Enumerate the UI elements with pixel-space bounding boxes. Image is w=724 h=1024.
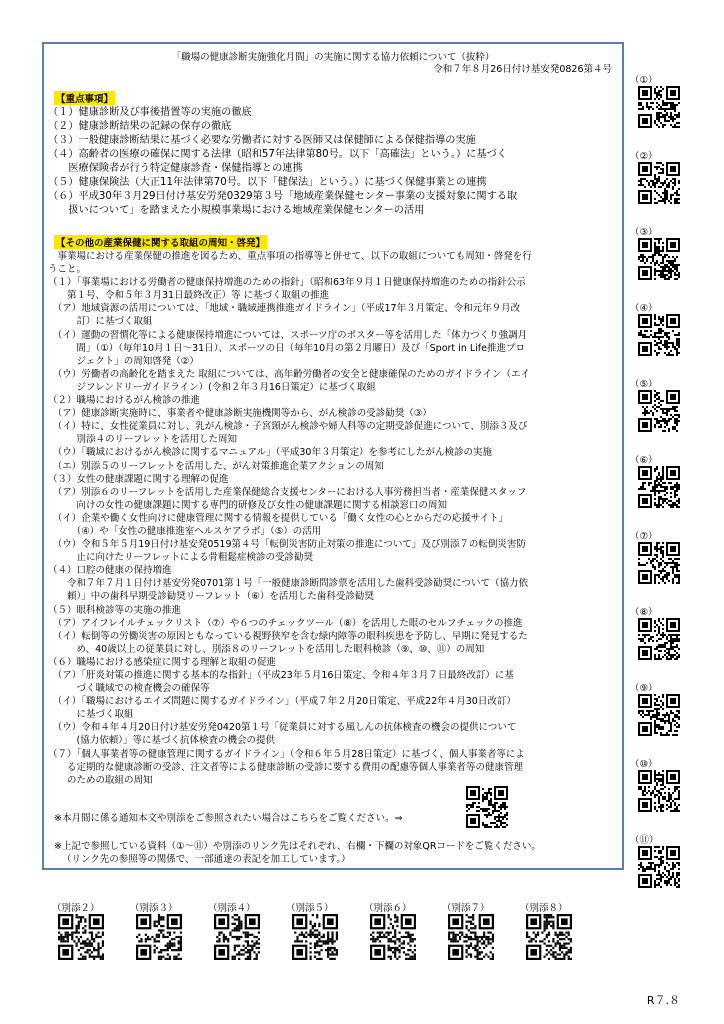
other-list-line: （ウ）労働者の高齢化を踏まえた 取組については、高年齢労働者の安全と健康確保のためのガイドライン（エイ (48, 368, 531, 380)
priority-item: （２）健康診断結果の記録の保存の徹底 (48, 121, 232, 132)
side-qr-label: （④） (630, 303, 658, 314)
other-list-line: 別添４のリーフレットを活用した周知 (48, 434, 238, 446)
side-qr-code[interactable] (638, 694, 680, 736)
side-qr-label: （③） (630, 227, 658, 238)
side-qr-label: （①） (630, 75, 658, 86)
side-qr-label: （②） (630, 151, 658, 162)
side-qr-code[interactable] (638, 162, 680, 204)
bottom-qr-label: （別添５） (286, 903, 334, 914)
side-qr-code[interactable] (638, 314, 680, 356)
side-qr-code[interactable] (638, 618, 680, 660)
other-list-line: (協力依頼）」等に基づく抗体検査の機会の提供 (48, 735, 275, 747)
other-list-line: （イ）転倒等の労働災害の原因ともなっている視野狭窄を含む緑内障等の眼科疾患を予防し、早期に発見するた (48, 630, 528, 642)
other-list-line: 令和７年７月１日付け基安労発0701第１号「一般健康診断問診票を活用した歯科受診勧奨について（協力依 (48, 578, 528, 590)
other-list-line: 事業場における産業保健の推進を図るため、重点事項の指導等と併せて、以下の取組についても周知・啓発を行 (48, 251, 532, 262)
other-list-line: （ウ）令和５年５月19日付け基安発0519第４号「転倒災害防止対策の推進について」及び別添７の転倒災害防 (48, 539, 526, 551)
bottom-qr-label: （別添８） (520, 903, 568, 914)
other-list-line: に基づく取組 (48, 709, 134, 721)
other-list-line: （ウ）「職域におけるがん検診に関するマニュアル」（平成30年３月策定）を参考にしたがん検診の実施 (48, 447, 492, 459)
bottom-qr-code[interactable] (526, 914, 572, 960)
side-qr-label: （⑦） (630, 531, 658, 542)
other-list-line: 頼）」中の歯科早期受診勧奨リーフレット（⑥）を活用した歯科受診勧奨 (48, 591, 374, 603)
side-qr-code[interactable] (638, 238, 680, 280)
priority-item: 扱いについて」を踏まえた小規模事業場における地域産業保健センターの活用 (48, 205, 425, 216)
other-list-line: （４）口腔の健康の保持増進 (48, 565, 172, 577)
link-note: ※上記で参照している資料（①～⑪）や別添のリンク先はそれぞれ、右欄・下欄の対象QRコードをご覧ください。 (54, 841, 541, 852)
other-list-line: （６）職場における感染症に関する理解と取組の促進 (48, 656, 277, 668)
side-qr-code[interactable] (638, 542, 680, 584)
other-list-line: （ア）地域資源の活用については、「地域・職域連携推進ガイドライン」（平成17年３月策定、令和元年９月改 (48, 303, 521, 315)
other-list-line: ジェクト」の周知啓発（②） (48, 355, 199, 367)
priority-item: （５）健康保険法（大正11年法律第70号。以下「健保法」という。）に基づく保健事業との連携 (48, 177, 487, 188)
other-list-line: （ア）「肝炎対策の推進に関する基本的な指針」（平成23年５月16日策定、令和４年３月７日最終改訂）に基 (48, 670, 514, 681)
other-list-line: る定期的な健康診断の受診、注文者等による健康診断の受診に要する費用の配慮等個人事業者等の健康管理 (48, 761, 524, 773)
other-list-line: （２）職場におけるがん検診の推進 (48, 395, 201, 407)
priority-heading: 【重点事項】 (54, 91, 115, 105)
side-qr-label: （⑤） (630, 379, 658, 390)
main-reference-qr-code[interactable] (466, 786, 508, 828)
bottom-qr-code[interactable] (136, 914, 182, 960)
side-qr-label: （⑨） (630, 683, 658, 694)
other-list-line: （イ）企業や働く女性向けに健康管理に関する情報を提供している「働く女性の心とからだの応援サイト」 (48, 512, 509, 524)
priority-item: （３）一般健康診断結果に基づく必要な労働者に対する医師又は保健師による保健指導の実施 (48, 135, 476, 146)
bottom-qr-code[interactable] (448, 914, 494, 960)
other-list-line: （ウ）令和４年４月20日付け基安労発0420第１号「従業員に対する風しんの抗体検査の機会の提供について (48, 722, 517, 734)
other-list-line: 間」（①）（毎年10月１日～31日）、スポーツの日（毎年10月の第２月曜日）及び「Sport in Life推進プロ (48, 342, 525, 354)
link-note-parenthetical: （リンク先の参照等の関係で、一部通達の表記を加工しています。） (62, 854, 351, 865)
other-list-line: め、40歳以上の従業員に対し、別添８のリーフレットを活用した眼科検診（⑨、⑩、⑪）の周知 (48, 643, 485, 655)
other-list-line: （ア）別添６のリーフレットを活用した産業保健総合支援センターにおける人事労務担当者・産業保健スタッフ (48, 486, 527, 498)
bottom-qr-code[interactable] (214, 914, 260, 960)
other-list-line: 向けの女性の健康課題に関する専門的研修及び女性の健康課題に関する相談窓口の周知 (48, 499, 448, 511)
other-heading: 【その他の産業保健に関する取組の周知・啓発】 (54, 235, 267, 249)
other-list (48, 250, 620, 787)
other-list-line: （３）女性の健康課題に関する理解の促進 (48, 473, 229, 485)
side-qr-code[interactable] (638, 86, 680, 128)
other-list-line: （７）「個人事業者等の健康管理に関するガイドライン」（令和６年５月28日策定）に基づく、個人事業者等によ (48, 748, 525, 760)
reference-note: ※本月間に係る通知本文や別添をご参照されたい場合はこちらをご覧ください。⇒ (54, 813, 403, 824)
bottom-qr-code[interactable] (370, 914, 416, 960)
other-list-line: （エ）別添５のリーフレットを活用した、がん対策推進企業アクションの周知 (48, 460, 384, 472)
priority-item: （６）平成30年３月29日付け基安労発0329第３号「地域産業保健センター事業の支援対象に関する取 (48, 191, 518, 202)
side-qr-code[interactable] (638, 846, 680, 888)
other-list-line: のための取組の周知 (48, 774, 153, 786)
other-list-line: 第１号、令和５年３月31日最終改正）等 に基づく取組の推進 (48, 290, 330, 302)
priority-item: （４）高齢者の医療の確保に関する法律（昭和57年法律第80号。以下「高確法」という。）に基づく (48, 149, 507, 160)
other-list-line: （５）眼科検診等の実施の推進 (48, 604, 182, 616)
other-list-line: （ア）健康診断実施時に、事業者や健康診断実施機関等から、がん検診の受診勧奨（③） (48, 408, 432, 420)
other-list-line: （ア）アイフレイルチェックリスト（⑦）や６つのチェックツール（⑧）を活用した眼のセルフチェックの推進 (48, 617, 523, 629)
bottom-qr-code[interactable] (58, 914, 104, 960)
side-qr-label: （⑩） (630, 759, 658, 770)
bottom-qr-label: （別添４） (208, 903, 256, 914)
other-list-line: （イ）「職場におけるエイズ問題に関するガイドライン」（平成７年２月20日策定、平成22年４月30日改訂） (48, 696, 516, 708)
priority-list (48, 106, 620, 218)
bottom-qr-label: （別添７） (442, 903, 490, 914)
document-title: 「職場の健康診断実施強化月間」の実施に関する協力依頼について（抜粋） (171, 52, 495, 63)
bottom-qr-label: （別添２） (52, 903, 100, 914)
priority-item: 医療保険者が行う特定健康診査・保健指導との連携 (48, 163, 303, 174)
bottom-qr-label: （別添３） (130, 903, 178, 914)
other-list-line: うこと。 (48, 264, 87, 276)
bottom-qr-code[interactable] (292, 914, 338, 960)
other-list-line: （イ）運動の習慣化等による健康保持増進については、スポーツ庁のポスター等を活用した「体力つくり強調月 (48, 329, 528, 341)
other-list-line: （１）「事業場における労働者の健康保持増進のための指針」（昭和63年９月１日健康保持増進のための指針公示 (48, 277, 526, 289)
side-qr-label: （⑥） (630, 455, 658, 466)
side-qr-label: （⑧） (630, 607, 658, 618)
other-list-line: （④）や「女性の健康推進室ヘルスケアラボ」（⑤）の活用 (48, 525, 322, 537)
other-list-line: 止に向けたリーフレットによる骨粗鬆症検診の受診勧奨 (48, 552, 314, 564)
other-list-line: づく職域での検査機会の確保等 (48, 683, 210, 695)
other-list-line: 訂）に基づく取組 (48, 316, 153, 328)
bottom-qr-label: （別添６） (364, 903, 412, 914)
side-qr-code[interactable] (638, 770, 680, 812)
document-date-reference: 令和７年８月26日付け基安発0826第４号 (433, 64, 612, 75)
side-qr-code[interactable] (638, 390, 680, 432)
priority-item: （１）健康診断及び事後措置等の実施の徹底 (48, 107, 252, 118)
other-list-line: （イ）特に、女性従業員に対し、乳がん検診・子宮頸がん検診や婦人科等の定期受診促進について、別添３及び (48, 421, 528, 433)
other-list-line: ジフレンドリーガイドライン）(令和２年３月16日策定）に基づく取組 (48, 381, 376, 393)
side-qr-label: （⑪） (630, 835, 659, 846)
side-qr-code[interactable] (638, 466, 680, 508)
page-number: R７.８ (646, 994, 680, 1007)
